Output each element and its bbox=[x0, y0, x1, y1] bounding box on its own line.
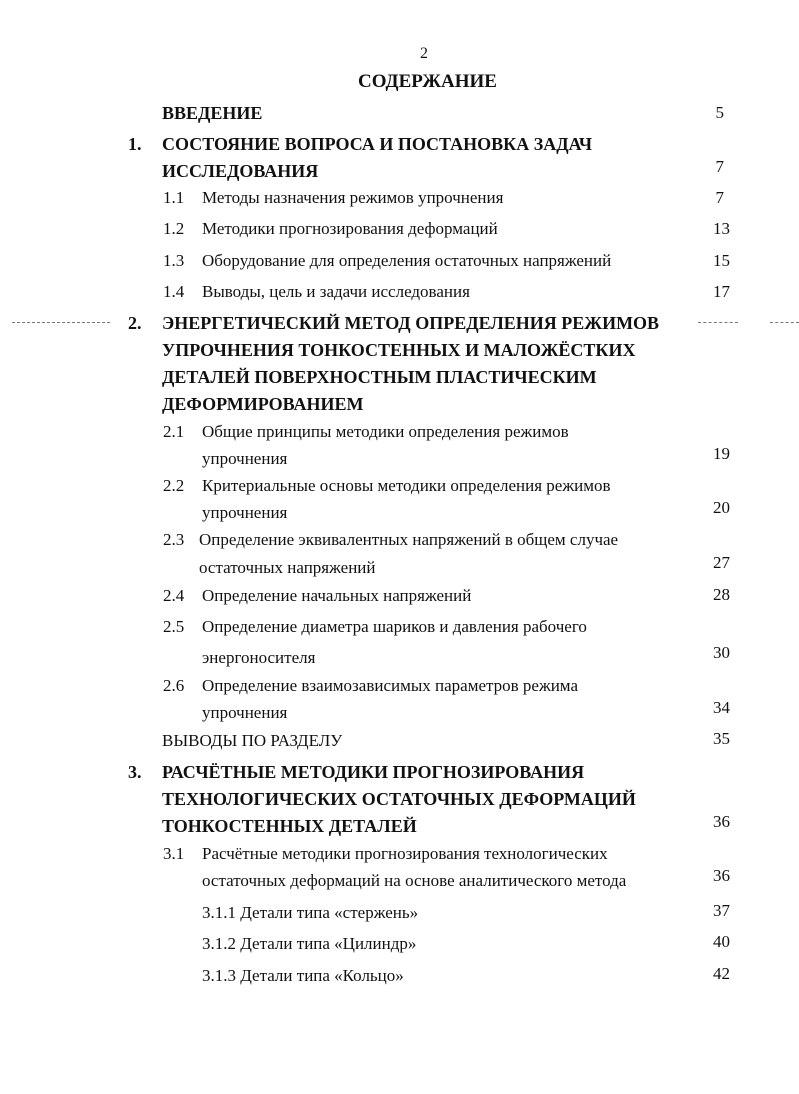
toc-3-1-page: 36 bbox=[713, 866, 730, 885]
toc-2-3-number: 2.3 bbox=[163, 530, 185, 549]
toc-3-1-3-page: 42 bbox=[713, 964, 730, 983]
toc-ch3-title-line3: ТОНКОСТЕННЫХ ДЕТАЛЕЙ bbox=[162, 816, 417, 836]
toc-1-4-number: 1.4 bbox=[163, 282, 185, 301]
toc-3-1-label-line2: остаточных деформаций на основе аналитического метода bbox=[202, 871, 627, 890]
toc-2-1-page: 19 bbox=[713, 444, 730, 463]
scan-artifact-line bbox=[770, 322, 799, 323]
toc-intro-page: 5 bbox=[715, 103, 724, 122]
toc-2-2-label-line2: упрочнения bbox=[202, 503, 288, 522]
toc-1-1-number: 1.1 bbox=[163, 188, 185, 207]
toc-2-1-label-line2: упрочнения bbox=[202, 449, 288, 468]
toc-ch3-number: 3. bbox=[128, 762, 142, 782]
toc-ch1-page: 7 bbox=[715, 157, 724, 176]
toc-3-1-2-page: 40 bbox=[713, 932, 730, 951]
toc-2-6-number: 2.6 bbox=[163, 676, 185, 695]
toc-ch2-title-line2: УПРОЧНЕНИЯ ТОНКОСТЕННЫХ И МАЛОЖЁСТКИХ bbox=[162, 340, 636, 360]
toc-ch2-title-line3: ДЕТАЛЕЙ ПОВЕРХНОСТНЫМ ПЛАСТИЧЕСКИМ bbox=[162, 367, 597, 387]
toc-2-6-label-line1: Определение взаимозависимых параметров режима bbox=[202, 676, 578, 695]
toc-ch3-page: 36 bbox=[713, 812, 730, 831]
toc-2-2-number: 2.2 bbox=[163, 476, 185, 495]
toc-ch2-title-line4: ДЕФОРМИРОВАНИЕМ bbox=[162, 394, 364, 414]
toc-2-4-label: Определение начальных напряжений bbox=[202, 586, 472, 605]
scan-artifact-line bbox=[698, 322, 738, 323]
toc-1-4-page: 17 bbox=[713, 282, 730, 301]
toc-intro-label: ВВЕДЕНИЕ bbox=[162, 103, 263, 123]
page-title: СОДЕРЖАНИЕ bbox=[358, 71, 497, 92]
toc-1-4-label: Выводы, цель и задачи исследования bbox=[202, 282, 470, 301]
toc-ch2-title-line1: ЭНЕРГЕТИЧЕСКИЙ МЕТОД ОПРЕДЕЛЕНИЯ РЕЖИМОВ bbox=[162, 313, 660, 333]
toc-1-2-label: Методики прогнозирования деформаций bbox=[202, 219, 498, 238]
toc-ch1-number: 1. bbox=[128, 134, 142, 154]
toc-3-1-1-label: 3.1.1 Детали типа «стержень» bbox=[202, 903, 419, 922]
toc-2-2-label-line1: Критериальные основы методики определения режимов bbox=[202, 476, 611, 495]
toc-2-5-label-line1: Определение диаметра шариков и давления рабочего bbox=[202, 617, 587, 636]
toc-3-1-3-label: 3.1.3 Детали типа «Кольцо» bbox=[202, 966, 404, 985]
toc-1-3-number: 1.3 bbox=[163, 251, 185, 270]
toc-1-2-page: 13 bbox=[713, 219, 730, 238]
toc-ch1-title-line1: СОСТОЯНИЕ ВОПРОСА И ПОСТАНОВКА ЗАДАЧ bbox=[162, 134, 593, 154]
toc-1-2-number: 1.2 bbox=[163, 219, 185, 238]
toc-2-1-number: 2.1 bbox=[163, 422, 185, 441]
toc-3-1-2-label: 3.1.2 Детали типа «Цилиндр» bbox=[202, 934, 417, 953]
toc-1-1-page: 7 bbox=[715, 188, 724, 207]
toc-2-3-label-line2: остаточных напряжений bbox=[199, 558, 376, 577]
toc-2-5-label-line2: энергоносителя bbox=[202, 648, 316, 667]
toc-2-4-page: 28 bbox=[713, 585, 730, 604]
toc-3-1-1-page: 37 bbox=[713, 901, 730, 920]
toc-3-1-number: 3.1 bbox=[163, 844, 185, 863]
page-number: 2 bbox=[420, 45, 428, 62]
toc-2-1-label-line1: Общие принципы методики определения режимов bbox=[202, 422, 569, 441]
toc-3-1-label-line1: Расчётные методики прогнозирования технологических bbox=[202, 844, 608, 863]
toc-2-6-page: 34 bbox=[713, 698, 730, 717]
toc-2-2-page: 20 bbox=[713, 498, 730, 517]
toc-ch2-number: 2. bbox=[128, 313, 142, 333]
scan-artifact-line bbox=[12, 322, 110, 323]
toc-ch2-conclusions-label: ВЫВОДЫ ПО РАЗДЕЛУ bbox=[162, 731, 343, 750]
toc-ch3-title-line2: ТЕХНОЛОГИЧЕСКИХ ОСТАТОЧНЫХ ДЕФОРМАЦИЙ bbox=[162, 789, 636, 809]
toc-2-3-page: 27 bbox=[713, 553, 730, 572]
toc-1-1-label: Методы назначения режимов упрочнения bbox=[202, 188, 504, 207]
toc-2-6-label-line2: упрочнения bbox=[202, 703, 288, 722]
toc-ch3-title-line1: РАСЧЁТНЫЕ МЕТОДИКИ ПРОГНОЗИРОВАНИЯ bbox=[162, 762, 585, 782]
toc-2-3-label-line1: Определение эквивалентных напряжений в общем случае bbox=[199, 530, 619, 549]
toc-2-5-page: 30 bbox=[713, 643, 730, 662]
toc-1-3-label: Оборудование для определения остаточных напряжений bbox=[202, 251, 612, 270]
toc-ch2-conclusions-page: 35 bbox=[713, 729, 730, 748]
toc-2-5-number: 2.5 bbox=[163, 617, 185, 636]
toc-ch1-title-line2: ИССЛЕДОВАНИЯ bbox=[162, 161, 319, 181]
toc-1-3-page: 15 bbox=[713, 251, 730, 270]
toc-2-4-number: 2.4 bbox=[163, 586, 185, 605]
